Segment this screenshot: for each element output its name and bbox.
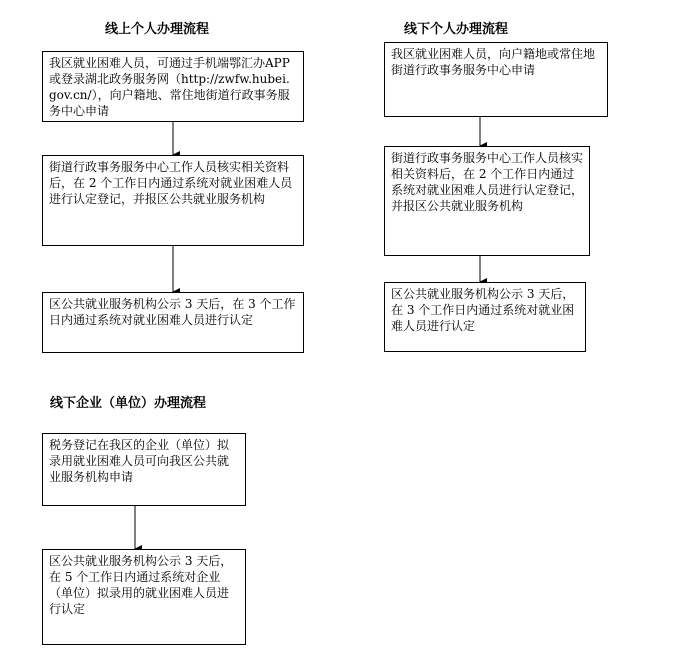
online-step-2-box — [42, 155, 304, 246]
enterprise-step-2-box — [42, 549, 246, 645]
offline-step-2-box — [384, 146, 590, 256]
online-step-3-text: 区公共就业服务机构公示 3 天后，在 3 个工作日内通过系统对就业困难人员进行认定 — [49, 297, 296, 327]
offline-step-1-box — [384, 42, 608, 117]
offline-step-3-text: 区公共就业服务机构公示 3 天后，在 3 个工作日内通过系统对就业困难人员进行认定 — [391, 287, 575, 333]
online-step-1-box — [42, 51, 304, 122]
enterprise-step-2-text: 区公共就业服务机构公示 3 天后，在 5 个工作日内通过系统对企业（单位）拟录用的就业困难人员进行认定 — [49, 554, 233, 616]
enterprise-step-1-text: 税务登记在我区的企业（单位）拟录用就业困难人员可向我区公共就业服务机构申请 — [49, 438, 230, 484]
offline-personal-title: 线下个人办理流程 — [404, 22, 509, 37]
online-step-3-box — [42, 292, 304, 353]
enterprise-step-1-box — [42, 433, 246, 506]
offline-step-3-box — [384, 282, 586, 352]
offline-step-2-text: 街道行政事务服务中心工作人员核实相关资料后，在 2 个工作日内通过系统对就业困难人员进行认定登记，并报区公共就业服务机构 — [391, 151, 584, 213]
online-step-1-text: 我区就业困难人员，可通过手机端鄂汇办APP 或登录湖北政务服务网（http://zwfw.hubei.gov.cn/），向户籍地、常住地街道行政事务服务中心申请 — [49, 56, 290, 118]
offline-step-1-text: 我区就业困难人员，向户籍地或常住地街道行政事务服务中心申请 — [391, 47, 596, 77]
offline-enterprise-title: 线下企业（单位）办理流程 — [50, 396, 207, 411]
online-step-2-text: 街道行政事务服务中心工作人员核实相关资料后，在 2 个工作日内通过系统对就业困难人员进行认定登记，并报区公共就业服务机构 — [49, 160, 293, 206]
online-personal-title: 线上个人办理流程 — [105, 22, 210, 37]
